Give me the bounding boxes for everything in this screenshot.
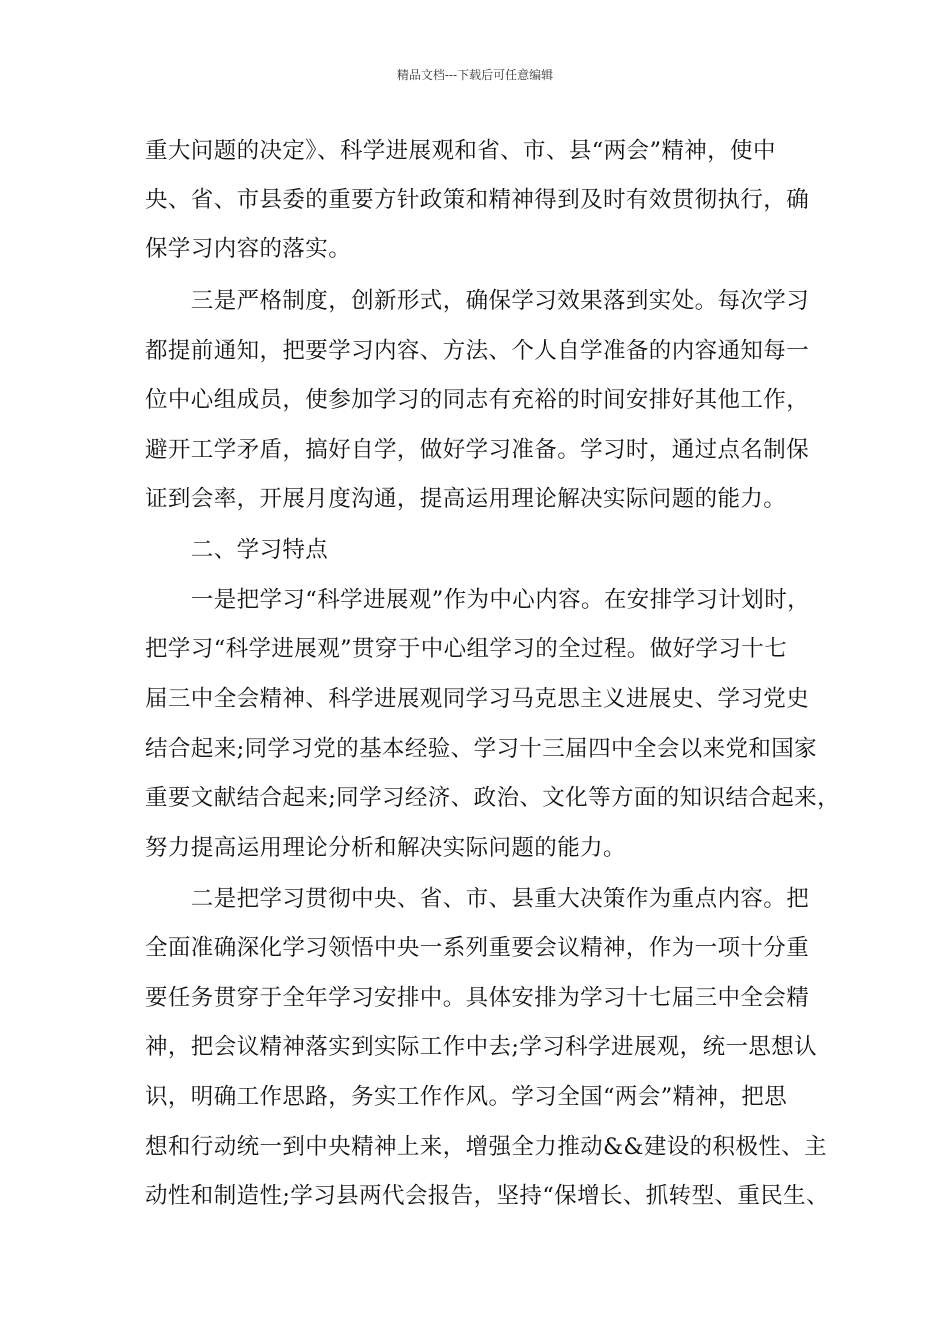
text-line: 把学习“科学进展观”贯穿于中心组学习的全过程。做好学习十七 [145,636,788,662]
text-line: 都提前通知，把要学习内容、方法、个人自学准备的内容通知每一 [145,338,810,364]
text-line: 全面准确深化学习领悟中央一系列重要会议精神，作为一项十分重 [145,935,810,961]
text-line: 届三中全会精神、科学进展观同学习马克思主义进展史、学习党史 [145,686,810,712]
text-line: 一是把学习“科学进展观”作为中心内容。在安排学习计划时， [145,587,811,613]
section-heading: 二、学习特点 [145,537,329,563]
text-line: 避开工学矛盾，搞好自学，做好学习准备。学习时，通过点名制保 [145,437,810,463]
text-line: 努力提高运用理论分析和解决实际问题的能力。 [145,835,626,861]
text-line: 动性和制造性;学习县两代会报告，坚持“保增长、抓转型、重民生、 [145,1183,829,1209]
text-line: 证到会率，开展月度沟通，提高运用理论解决实际问题的能力。 [145,486,787,512]
text-line: 识，明确工作思路，务实工作作风。学习全国“两会”精神，把思 [145,1084,788,1110]
text-line: 重大问题的决定》、科学进展观和省、市、县“两会”精神，使中 [145,138,776,164]
text-line: 神，把会议精神落实到实际工作中去;学习科学进展观，统一思想认 [145,1034,818,1060]
text-line: 三是严格制度，创新形式，确保学习效果落到实处。每次学习 [145,288,810,314]
page-header: 精品文档---下载后可任意编辑 [396,68,554,82]
text-line: 保学习内容的落实。 [145,236,352,262]
text-line: 位中心组成员，使参加学习的同志有充裕的时间安排好其他工作， [145,387,810,413]
text-line: 央、省、市县委的重要方针政策和精神得到及时有效贯彻执行，确 [145,187,810,213]
text-line: 结合起来;同学习党的基本经验、学习十三届四中全会以来党和国家 [145,736,818,762]
text-line: 重要文献结合起来;同学习经济、政治、文化等方面的知识结合起来， [145,785,840,811]
text-line: 二是把学习贯彻中央、省、市、县重大决策作为重点内容。把 [145,886,810,912]
text-line: 想和行动统一到中央精神上来，增强全力推动&&建设的积极性、主 [145,1134,828,1160]
text-line: 要任务贯穿于全年学习安排中。具体安排为学习十七届三中全会精 [145,985,810,1011]
